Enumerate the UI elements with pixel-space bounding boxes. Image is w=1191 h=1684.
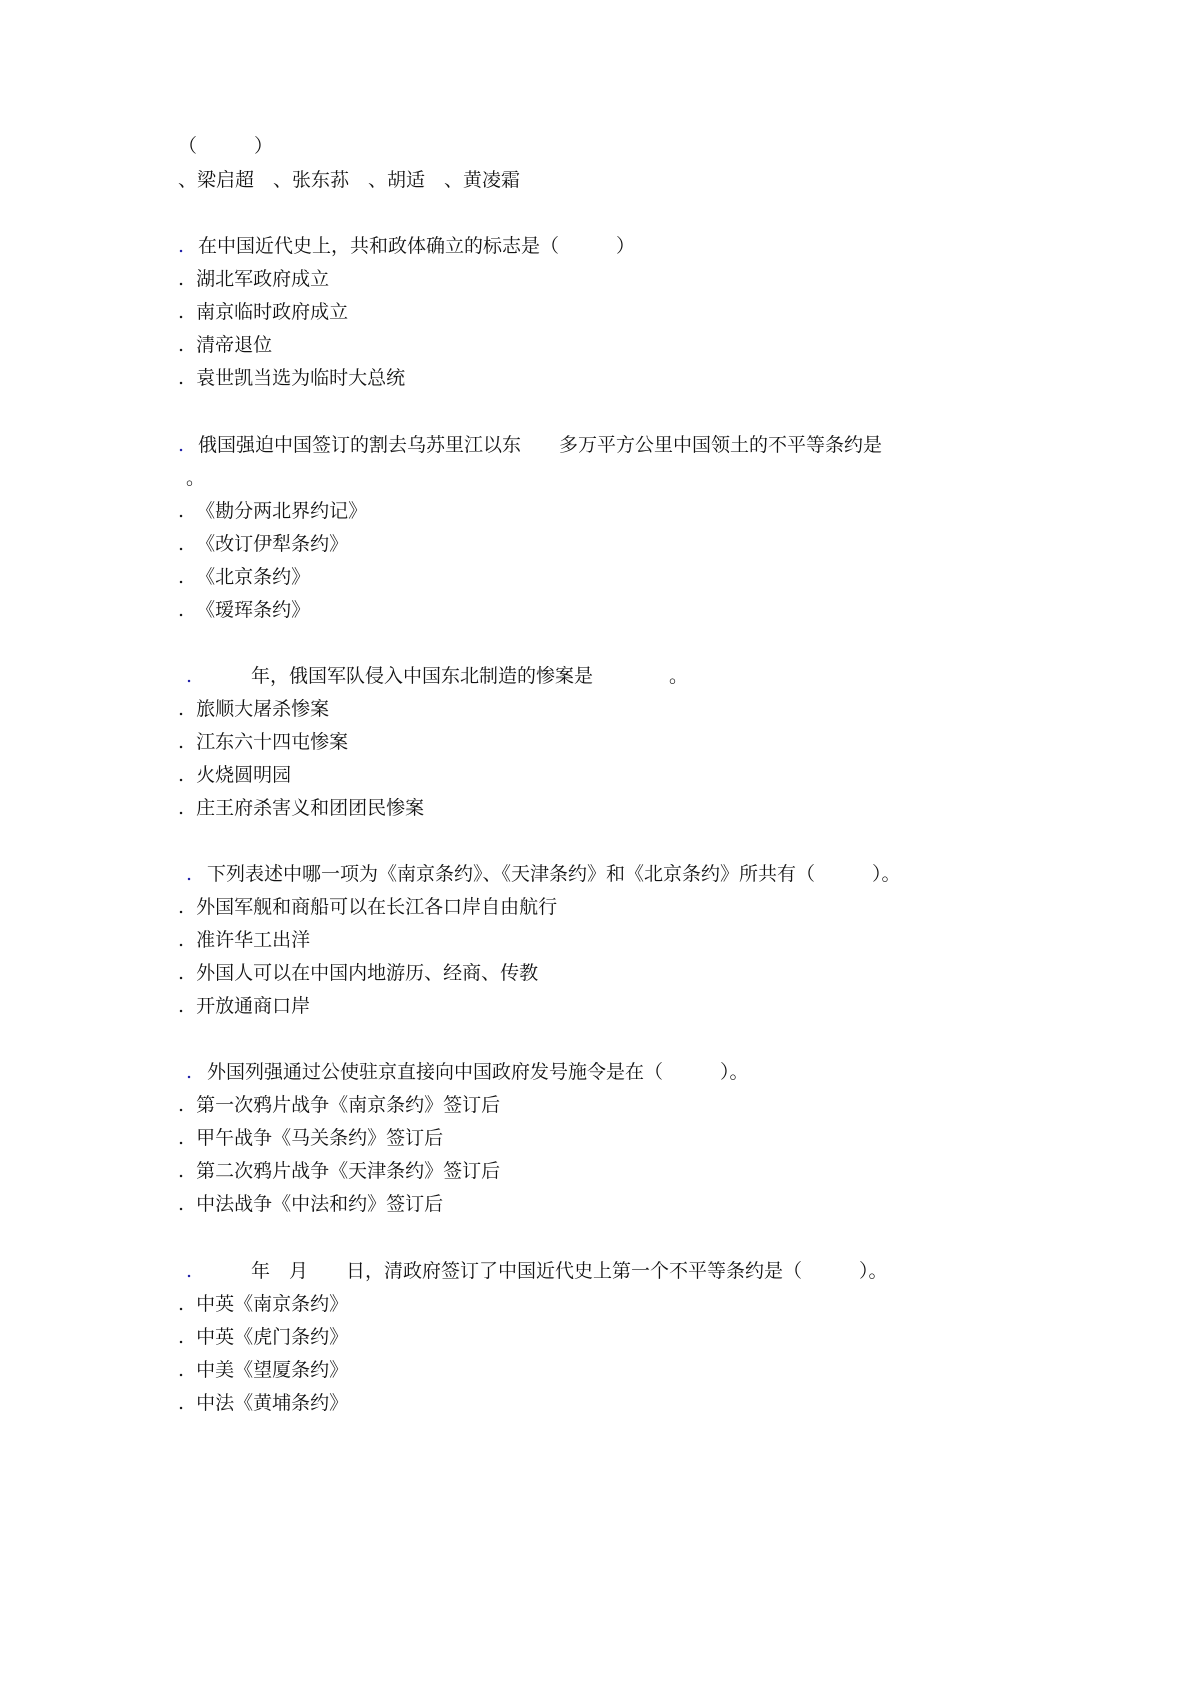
q6-option-d: . 中法《黄埔条约》 xyxy=(178,1392,349,1414)
q5-option-b: . 甲午战争《马关条约》签订后 xyxy=(178,1127,444,1149)
q5-option-c: . 第二次鸦片战争《天津条约》签订后 xyxy=(178,1160,501,1182)
q3-dot: . xyxy=(186,665,193,687)
q6-option-c: . 中美《望厦条约》 xyxy=(178,1359,349,1381)
q2-option-c: . 《北京条约》 xyxy=(178,566,311,588)
q5-option-d: . 中法战争《中法和约》签订后 xyxy=(178,1193,444,1215)
q2-option-b: . 《改订伊犁条约》 xyxy=(178,533,349,555)
q6-stem: 年 月 日，清政府签订了中国近代史上第一个不平等条约是（ ）。 xyxy=(251,1260,888,1282)
q5-dot: . xyxy=(186,1061,193,1083)
q1-option-b: . 南京临时政府成立 xyxy=(178,301,349,323)
q0-options: 、梁启超 、张东荪 、胡适 、黄凌霜 xyxy=(178,169,521,191)
q4-option-d: . 开放通商口岸 xyxy=(178,995,311,1017)
q5-option-a: . 第一次鸦片战争《南京条约》签订后 xyxy=(178,1094,501,1116)
q6-dot: . xyxy=(186,1260,193,1282)
q2-dot: . xyxy=(178,434,185,456)
q5-stem: 外国列强通过公使驻京直接向中国政府发号施令是在（ ）。 xyxy=(207,1061,749,1083)
q3-option-c: . 火烧圆明园 xyxy=(178,764,292,786)
q6-option-a: . 中英《南京条约》 xyxy=(178,1293,349,1315)
q1-option-a: . 湖北军政府成立 xyxy=(178,268,330,290)
q2-stem: 俄国强迫中国签订的割去乌苏里江以东 多万平方公里中国领土的不平等条约是 xyxy=(198,434,883,456)
q4-option-c: . 外国人可以在中国内地游历、经商、传教 xyxy=(178,962,539,984)
q2-stem-end: 。 xyxy=(186,467,206,489)
q4-option-b: . 准许华工出洋 xyxy=(178,929,311,951)
q3-stem: 年，俄国军队侵入中国东北制造的惨案是 。 xyxy=(251,665,689,687)
q0-stem: （ ） xyxy=(178,135,274,157)
q4-option-a: . 外国军舰和商船可以在长江各口岸自由航行 xyxy=(178,896,558,918)
q4-stem: 下列表述中哪一项为《南京条约》、《天津条约》和《北京条约》所共有（ ）。 xyxy=(207,863,901,885)
q2-option-a: . 《勘分两北界约记》 xyxy=(178,500,368,522)
q2-option-d: . 《瑷珲条约》 xyxy=(178,599,311,621)
q1-stem: 在中国近代史上，共和政体确立的标志是（ ） xyxy=(198,235,636,257)
q3-option-d: . 庄王府杀害义和团团民惨案 xyxy=(178,797,425,819)
q4-dot: . xyxy=(186,863,193,885)
q1-option-c: . 清帝退位 xyxy=(178,334,273,356)
q3-option-b: . 江东六十四屯惨案 xyxy=(178,731,349,753)
q1-option-d: . 袁世凯当选为临时大总统 xyxy=(178,367,406,389)
q3-option-a: . 旅顺大屠杀惨案 xyxy=(178,698,330,720)
q1-dot: . xyxy=(178,235,185,257)
q6-option-b: . 中英《虎门条约》 xyxy=(178,1326,349,1348)
